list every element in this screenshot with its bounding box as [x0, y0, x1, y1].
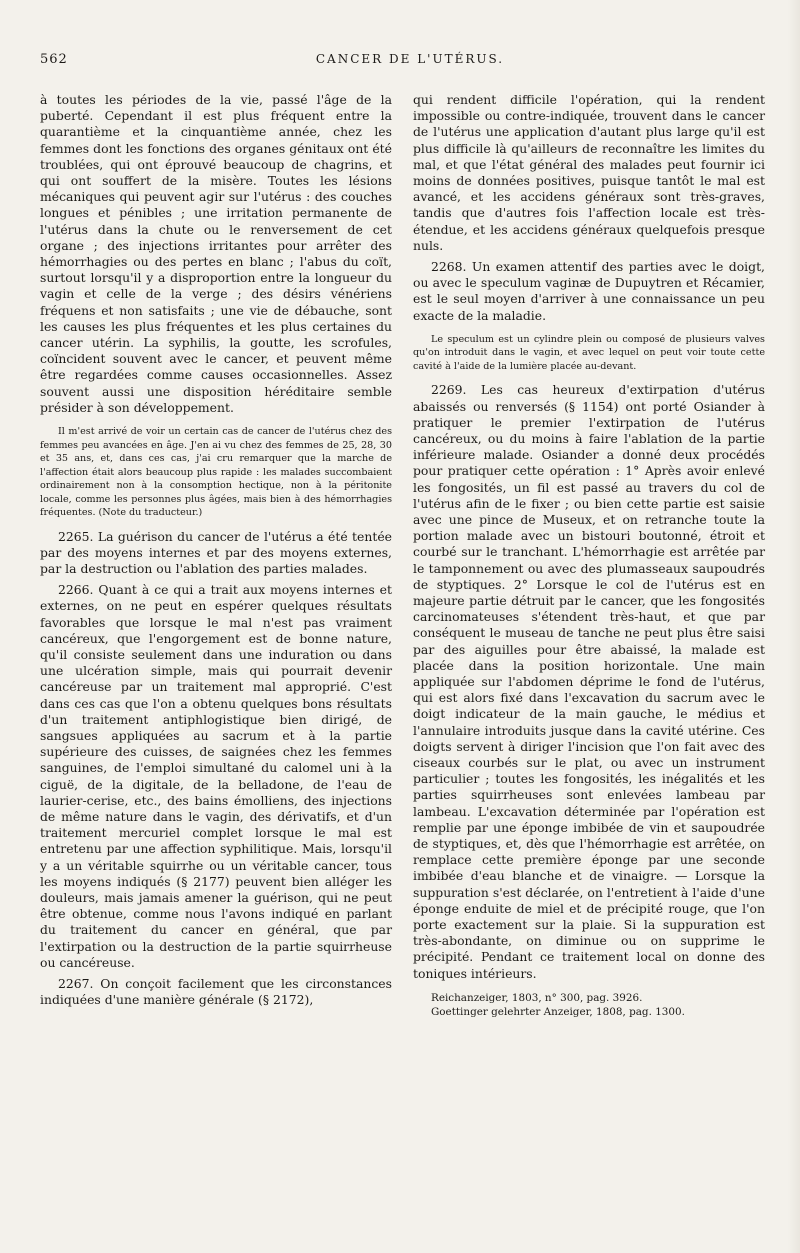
page-header [40, 52, 760, 72]
speculum-note: Le speculum est un cylindre plein ou composé de plusieurs valves qu'on introduit dans le vagin, et avec lequel on peut voir toute cette cavité à l'aide de la lumière placée au-devant. [413, 333, 765, 372]
paragraph-2265: 2265. La guérison du cancer de l'utérus a été tentée par des moyens internes et par des moyens externes, par la destruction ou l'ablation des parties malades. [40, 528, 392, 576]
page-number: 562 [40, 52, 68, 67]
paragraph-2267-continued: qui rendent difficile l'opération, qui la rendent impossible ou contre-indiquée, trouvent dans le cancer de l'utérus une application d'autant plus large qu'il est plus difficile là qu'ailleurs de reconnaître les limites du mal, et que l'état général des malades peut fournir ici moins de données positives, puisque tantôt le mal est avancé, et les accidens généraux sont très-graves, tandis que d'autres fois l'affection locale est très-étendue, et les accidens généraux quelquefois presque nuls. [413, 92, 765, 253]
left-column [40, 92, 392, 1008]
paragraph-causes: à toutes les périodes de la vie, passé l'âge de la puberté. Cependant il est plus fréquent entre la quarantième et la cinquantième année, chez les femmes dont les fonctions des organes génitaux ont été troublées, qui ont éprouvé beaucoup de chagrins, et qui ont souffert de la misère. Toutes les lésions mécaniques qui peuvent agir sur l'utérus : des couches longues et pénibles ; une irritation permanente de l'utérus dans la chute ou le renversement de cet organe ; des injections irritantes pour arrêter des hémorrhagies ou des pertes en blanc ; l'abus du coït, surtout lorsqu'il y a disproportion entre la longueur du vagin et celle de la verge ; des désirs vénériens fréquens et non satisfaits ; une vie de débauche, sont les causes les plus fréquentes et les plus certaines du cancer utérin. La syphilis, la goutte, les scrofules, coïncident souvent avec le cancer, et peuvent même être regardées comme causes occasionnelles. Assez souvent aussi une disposition héréditaire semble présider à son développement. [40, 92, 392, 415]
reference-1: Reichanzeiger, 1803, n° 300, pag. 3926. [431, 991, 643, 1004]
running-title: CANCER DE L'UTÉRUS. [315, 52, 505, 66]
page-edge [788, 0, 800, 1253]
paragraph-2269: 2269. Les cas heureux d'extirpation d'utérus abaissés ou renversés (§ 1154) ont porté Osiander à pratiquer le premier l'extirpation de l'utérus cancéreux, ou du moins à faire l'ablation de la partie inférieure malade. Osiander a donné deux procédés pour pratiquer cette opération : 1° Après avoir enlevé les fongosités, un fil est passé au travers du col de l'utérus afin de le fixer ; ou bien cette partie est saisie avec une pince de Museux, et on retranche toute la portion malade avec un bistouri boutonné, étroit et courbé sur le tranchant. L'hémorrhagie est arrêtée par le tamponnement ou avec des plumasseaux saupoudrés de styptiques. 2° Lorsque le col de l'utérus est en majeure partie détruit par le cancer, que les fongosités carcinomateuses s'étendent très-haut, et que par conséquent le museau de tanche ne peut plus être saisi par des aiguilles pour être abaissé, la malade est placée dans la position horizontale. Une main appliquée sur l'abdomen déprime le fond de l'utérus, qui est alors fixé dans l'excavation du sacrum avec le doigt indicateur de la main gauche, le médius et l'annulaire introduits jusque dans la cavité utérine. Ces doigts servent à diriger l'incision que l'on fait avec des ciseaux courbés sur le plat, ou avec un instrument particulier ; toutes les fongosités, les inégalités et les parties squirrheuses sont enlevées lambeau par lambeau. L'excavation déterminée par l'opération est remplie par une éponge imbibée de vin et saupoudrée de styptiques, et, dès que l'hémorrhagie est arrêtée, on remplace cette première éponge par une seconde imbibée d'eau blanche et de vinaigre. — Lorsque la suppuration s'est déclarée, on l'entretient à l'aide d'une éponge enduite de miel et de précipité rouge, que l'on porte exactement sur la plaie. Si la suppuration est très-abondante, on diminue ou on supprime le précipité. Pendant ce traitement local on donne des toniques intérieurs. [413, 382, 765, 981]
paragraph-2267: 2267. On conçoit facilement que les circonstances indiquées d'une manière générale (§ 2172), [40, 976, 392, 1008]
translator-note: Il m'est arrivé de voir un certain cas de cancer de l'utérus chez des femmes peu avancées en âge. J'en ai vu chez des femmes de 25, 28, 30 et 35 ans, et, dans ces cas, j'ai cru remarquer que la marche de l'affection était alors beaucoup plus rapide : les malades succombaient ordinairement non à la consomption hectique, non à la péritonite locale, comme les personnes plus âgées, mais bien à des hémorrhagies fréquentes. (Note du traducteur.) [40, 426, 392, 519]
right-column [413, 92, 765, 1019]
references [413, 991, 765, 1019]
reference-2: Goettinger gelehrter Anzeiger, 1808, pag. 1300. [431, 1005, 685, 1018]
paragraph-2268: 2268. Un examen attentif des parties avec le doigt, ou avec le speculum vaginæ de Dupuytren et Récamier, est le seul moyen d'arriver à une connaissance un peu exacte de la maladie. [413, 259, 765, 323]
paragraph-2266: 2266. Quant à ce qui a trait aux moyens internes et externes, on ne peut en espérer quelques résultats favorables que lorsque le mal n'est pas vraiment cancéreux, que l'engorgement est de bonne nature, qu'il consiste seulement dans une induration ou dans une ulcération simple, mais qui pourrait devenir cancéreuse par un traitement mal approprié. C'est dans ces cas que l'on a obtenu quelques bons résultats d'un traitement antiphlogistique bien dirigé, de sangsues appliquées au sacrum et à la partie supérieure des cuisses, de saignées chez les femmes sanguines, de l'emploi simultané du calomel uni à la ciguë, de la digitale, de la belladone, de l'eau de laurier-cerise, etc., des bains émolliens, des injections de même nature dans le vagin, des dérivatifs, et d'un traitement mercuriel complet lorsque le mal est entretenu par une affection syphilitique. Mais, lorsqu'il y a un véritable squirrhe ou un véritable cancer, tous les moyens indiqués (§ 2177) peuvent bien alléger les douleurs, mais jamais amener la guérison, qui ne peut être obtenue, comme nous l'avons indiqué en parlant du traitement du cancer en général, que par l'extirpation ou la destruction de la partie squirrheuse ou cancéreuse. [40, 582, 392, 970]
